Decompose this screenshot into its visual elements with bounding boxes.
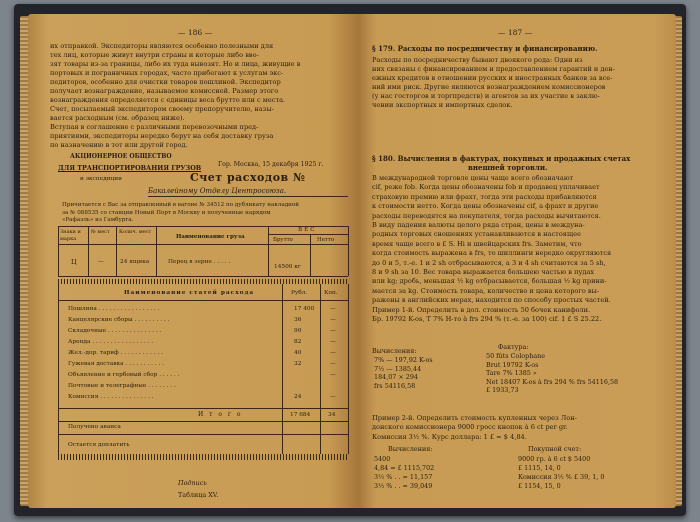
body-line: чении экспортных и импортных сделок. (372, 101, 513, 109)
rub-label: Рубл. (291, 290, 308, 296)
right-page (358, 14, 676, 508)
body-line: (у нас госторгов и торгпредств) и агентов за их участие в заклю- (372, 92, 600, 100)
invoice-line: Brut 19792 K-os (486, 360, 539, 369)
col-marks: Знаки и марка (60, 229, 81, 242)
calc-line: frs 54116,58 (374, 381, 416, 390)
body-line: донского комиссионера 9000 гросс кнопок à 6 ct per gr. (372, 423, 568, 432)
body-line: по назначению в тот или другой город. (50, 141, 188, 149)
body-line: cif, реже fob. Когда цены обозначены fob и продавец уплачивает (372, 183, 600, 192)
col-places: № мест (91, 229, 110, 235)
goods-name: Перец в зерне . . . . . (168, 259, 231, 265)
expense-item: Аренда . . . . . . . . . . . . . . . . . (68, 339, 154, 345)
received-label: Получено аванса (68, 424, 121, 430)
col-netto: Нетто (317, 237, 335, 243)
expense-rub: 40 (294, 350, 302, 356)
calc2-line: 5400 (374, 455, 391, 463)
table-caption: Таблица XV. (178, 491, 219, 499)
company-line1: АКЦИОНЕРНОЕ ОБЩЕСТВО (70, 153, 172, 160)
calc-line: 184,07 × 294 (374, 373, 418, 381)
body-line: Вступая в соглашение с различными перевозочными пред- (50, 123, 259, 131)
expense-kop: — (330, 328, 336, 334)
body-line: ражены в английских мерах, находится по способу простых частей. (372, 296, 611, 305)
total-label: И т о г о (198, 411, 243, 418)
body-line: них связаны с финансированием и предоставлением гарантий и ден- (372, 65, 615, 73)
city-date: Гор. Москва, 15 декабря 1925 г. (218, 161, 324, 168)
body-line: родных торговых сношениях устанавливаются в настоящее (372, 230, 581, 239)
intro-line: Причитается с Вас за отправленный в вагоне № 34512 по дубликату накладной (62, 202, 299, 208)
intro-line: за № 088535 со станции Новый Порт в Москву и полученные нарядом (62, 209, 271, 216)
company-line2: ДЛЯ ТРАНСПОРТИРОВАНИЯ ГРУЗОВ (58, 164, 202, 172)
body-line: или kg; дробь, меньшая ½ kg отбрасывается, большая ½ kg прини- (372, 277, 607, 286)
goods-mark: Ц (71, 258, 77, 266)
calc-line: 7½ — 1385,44 (374, 364, 422, 373)
body-line: Комиссия 3½ %. Курс доллара: 1 £ = $ 4,84. (372, 432, 527, 441)
remaining-label: Остается доплатить (68, 442, 130, 448)
expense-rub: 32 (294, 361, 302, 367)
col-qty: Колич. мест (119, 229, 152, 235)
section-180-title-2: внешней торговли. (468, 163, 548, 172)
expense-kop: — (330, 339, 336, 345)
body-line: время чаще всего в £ S. Ні и швейцарских frs. Заметим, что (372, 239, 582, 248)
invoice-label: Фактура: (498, 343, 529, 351)
expense-item: Гужевая доставка . . . . . . . . . . . (68, 361, 165, 367)
body-line: Расходы по посредничеству бывают двоякого рода: Одни из (372, 56, 583, 64)
body-line: вается расходным (см. образец ниже). (50, 114, 185, 122)
expense-rub: 90 (294, 328, 302, 334)
invoice-line: £ 1933,73 (486, 386, 519, 394)
invoice-line: Tare 7% 1385 » (486, 369, 537, 377)
col-weight: ВЕС (298, 227, 317, 233)
body-line: вознаграждения определяется с единицы веса брутто или с места. (50, 96, 286, 104)
body-line: страховую премию или фрахт, тогда эти расходы прибавляются (372, 192, 597, 201)
body-line: когда стоимость выражена в frs, то шиллинги нередко округляются (372, 249, 612, 258)
intro-line: «Рафаэль» из Гамбурга. (62, 217, 134, 223)
invoice-line: Net 18407 K-os à frs 294 % frs 54116,58 (486, 377, 619, 386)
page-number: — 186 — (178, 28, 213, 37)
calc-label: Вычисления: (372, 347, 417, 355)
purchase-line: Комиссия 3½ % £ 39, 1, 0 (518, 473, 605, 481)
total-rub: 17 684 (290, 412, 311, 418)
expenses-header: Наименование статей расхода (124, 290, 255, 296)
expense-kop: — (330, 372, 336, 378)
body-line: до 0 и 5, т.-е. 1 и 2 sh отбрасываются, а 3 и 4 sh считаются за 5 sh, (372, 258, 606, 267)
expense-item: Пошлина . . . . . . . . . . . . . . . . . (68, 306, 160, 312)
body-line: педиторов, особенно для очистки товаров пошлиной. Экспедитор (50, 78, 281, 86)
expense-kop: — (330, 306, 336, 312)
purchase-line: 9000 гр. à 6 ct $ 5400 (518, 455, 591, 463)
expense-kop: — (330, 350, 336, 356)
purchase-line: £ 1154, 15, 0 (518, 482, 561, 490)
expense-item: Канцелярские сборы . . . . . . . . . . (68, 317, 170, 323)
left-page (28, 14, 358, 508)
kop-label: Коп. (324, 290, 338, 296)
body-line: Пример 1-й. Определить в дол. стоимость 50 бочек канифоли. (372, 305, 591, 314)
expense-item: Жел.-дор. тариф . . . . . . . . . . . . (68, 350, 163, 356)
purchase-label: Покупной счет: (528, 445, 582, 453)
invoice-title: Счет расходов № (190, 171, 306, 184)
addressee: Бакалейному Отделу Центросоюза. (148, 187, 287, 195)
goods-brutto: 14500 кг (274, 264, 301, 270)
body-line: расходы переводятся на покупателя, тогда расходы вычитаются. (372, 211, 601, 220)
page-number: — 187 — (498, 28, 533, 37)
expense-item: Почтовые и телеграфные . . . . . . . . (68, 383, 176, 389)
body-line: их отправкой. Экспедиторы являются особенно полезными для (50, 42, 274, 50)
expense-rub: 82 (294, 339, 302, 345)
section-179-title: § 179. Расходы по посредничеству и финансированию. (372, 44, 598, 53)
body-line: В международной торговле цены чаще всего обозначают (372, 174, 574, 182)
body-line: ежных кредитов в отношении русских и иностранных банков за все- (372, 74, 613, 82)
calc2-line: 3½ % . . = 11,157 (374, 473, 433, 481)
calc2-line: 3½ % . . = 39,049 (374, 482, 433, 490)
expense-rub: 24 (294, 394, 302, 400)
company-line3: и экспедиции (80, 176, 123, 182)
calc2-label: Вычисления: (388, 445, 433, 453)
body-line: получает вознаграждение, называемое комиссией. Размер этого (50, 87, 279, 95)
book (14, 4, 686, 516)
calc-line: 7% — 197,92 K-os (374, 356, 433, 364)
expense-kop: — (330, 317, 336, 323)
body-line: тех лиц, которые живут внутри страны и которые либо вво- (50, 51, 259, 59)
section-180-title: § 180. Вычисления в фактурах, покупных и продажных счетах (372, 154, 631, 163)
signature-label: Подпись (178, 479, 207, 487)
expense-kop: — (330, 394, 336, 400)
calc2-line: 4,84 = £ 1115,702 (374, 464, 435, 472)
purchase-line: £ 1115, 14, 0 (518, 464, 561, 472)
col-goods: Наименование груза (176, 234, 245, 240)
col-brutto: Брутто (273, 237, 293, 243)
body-line: В виду падения валюты целого ряда стран, цены в междуна- (372, 221, 585, 229)
expense-rub: 17 400 (294, 306, 315, 312)
invoice-line: 50 fûts Colophane (486, 352, 546, 360)
body-line: мается за kg. Стоимость товара, количество и цена которого вы- (372, 286, 600, 295)
body-line: приятиями, экспедиторы нередко берут на себя доставку груза (50, 132, 274, 140)
body-line: Бр. 19792 K-os, T 7% Н-то à frs 294 % (т.-е. за 100) cif. 1 £ S 25.22. (372, 315, 602, 323)
body-line: портовых и пограничных городах, часто прибегают к услугам экс- (50, 69, 284, 77)
body-line: 8 и 9 sh за 10. Вес товара выражается большею частью в пудах (372, 268, 595, 276)
expense-kop: — (330, 361, 336, 367)
goods-qty: 24 ящика (120, 259, 150, 265)
expense-item: Комиссия . . . . . . . . . . . . . . . (68, 394, 154, 400)
total-kop: 34 (328, 412, 336, 418)
body-line: Пример 2-й. Определить стоимость купленных через Лон- (372, 414, 577, 422)
body-line: к стоимости нетто. Когда цены обозначены cif, а фрахт и другие (372, 202, 599, 211)
goods-places: — (98, 259, 104, 265)
body-line: Счет, посылаемый экспедитором своему препоручителю, назы- (50, 105, 274, 113)
expense-rub: 36 (294, 317, 302, 323)
body-line: зят товары из-за границы, либо их туда вывозят. Но и лица, живущие в (50, 60, 301, 68)
expense-item: Объявление и гербовый сбор . . . . . . (68, 372, 180, 378)
body-line: ний ими риск. Другие являются вознаграждением комиссионеров (372, 83, 606, 91)
expense-item: Складочные . . . . . . . . . . . . . . . (68, 328, 162, 334)
